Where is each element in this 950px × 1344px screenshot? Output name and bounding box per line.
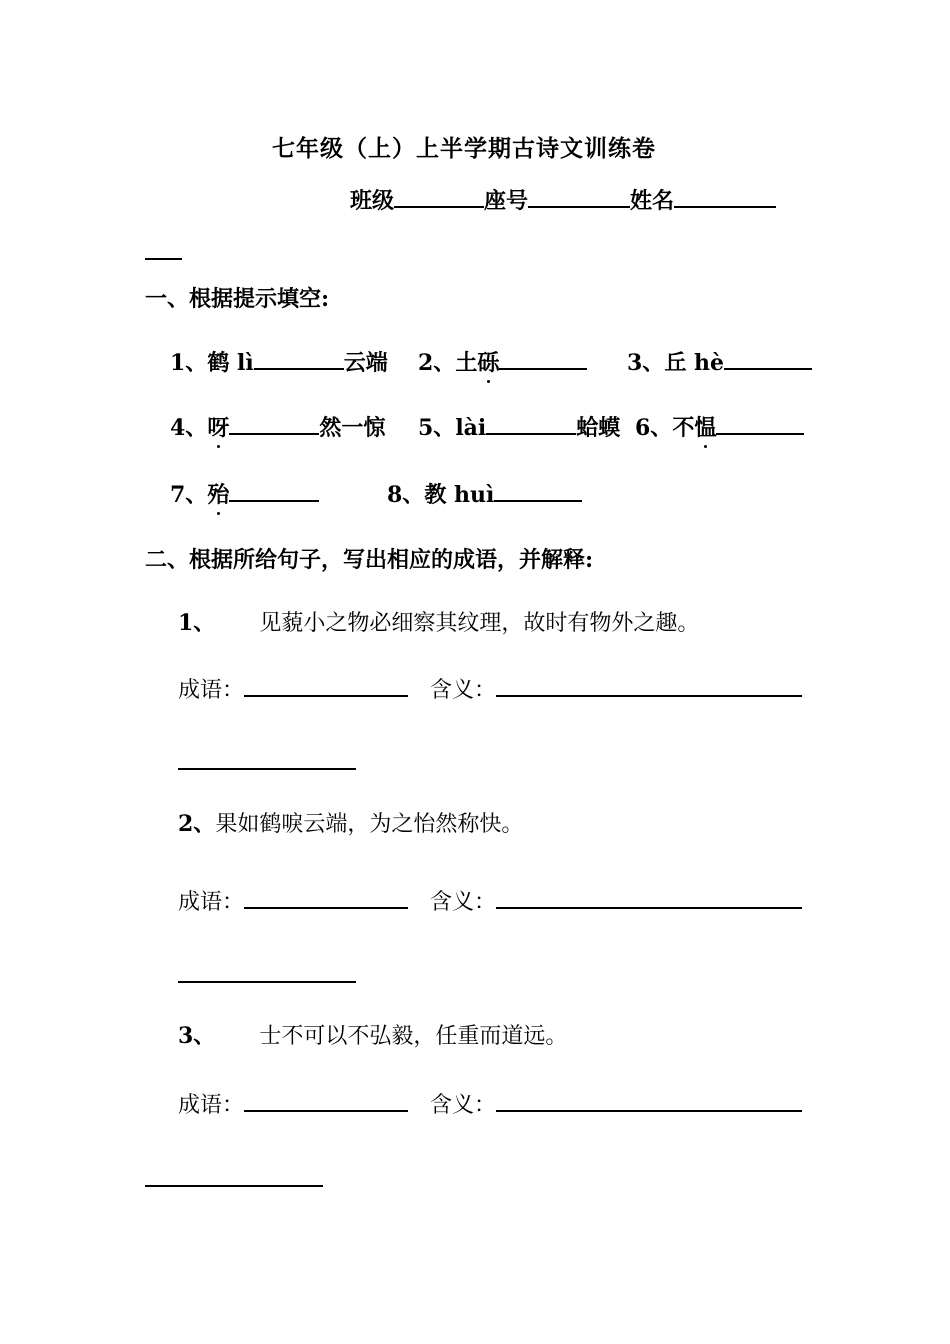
answer-row-3	[178, 1090, 802, 1117]
answer-blank[interactable]	[716, 413, 804, 435]
fill-item-5: 5、lài 蛤蟆	[418, 415, 621, 441]
answer-blank[interactable]	[229, 413, 319, 435]
question-2	[178, 813, 523, 836]
chengyu-field[interactable]	[244, 1090, 408, 1112]
emphasis-dot-char: 愠	[694, 415, 717, 441]
fill-item-4: 4、呀 然一惊	[170, 415, 386, 441]
hanyi-field[interactable]	[496, 887, 802, 909]
fill-item-2: 2、土砾	[418, 348, 587, 374]
emphasis-dot-char: 呀	[207, 415, 230, 441]
hanyi-label: 含义：	[430, 1093, 497, 1118]
fill-item-8: 8、教 huì	[387, 480, 582, 506]
section2-heading: 二、根据所给句子，写出相应的成语，并解释:	[145, 547, 594, 573]
seat-label: 座号	[484, 188, 529, 214]
hanyi-continuation-line[interactable]	[178, 981, 356, 983]
hanyi-label: 含义：	[430, 890, 497, 915]
answer-blank[interactable]	[494, 480, 582, 502]
answer-row-1	[178, 675, 802, 702]
question-3	[178, 1025, 567, 1048]
class-field[interactable]	[394, 186, 484, 208]
chengyu-label: 成语：	[178, 678, 245, 703]
chengyu-field[interactable]	[244, 675, 408, 697]
emphasis-dot-char: 殆	[207, 482, 230, 508]
chengyu-label: 成语：	[178, 1093, 245, 1118]
answer-blank[interactable]	[486, 413, 576, 435]
answer-row-2	[178, 887, 802, 914]
name-field[interactable]	[674, 186, 776, 208]
fill-item-6: 6、不愠	[635, 413, 804, 439]
name-label: 姓名	[630, 188, 675, 214]
question-1	[178, 612, 699, 635]
class-label: 班级	[350, 188, 395, 214]
page-title: 七年级（上）上半学期古诗文训练卷	[272, 135, 656, 162]
hanyi-field[interactable]	[496, 1090, 802, 1112]
hanyi-field[interactable]	[496, 675, 802, 697]
emphasis-dot-char: 砾	[477, 350, 500, 376]
question-number: 3、	[178, 1023, 216, 1049]
fill-item-3: 3、丘 hè	[627, 348, 812, 374]
question-sentence: 见藐小之物必细察其纹理，故时有物外之趣。	[259, 611, 700, 636]
hanyi-continuation-line[interactable]	[178, 768, 356, 770]
question-sentence: 果如鹤唳云端，为之怡然称快。	[215, 812, 524, 837]
student-info-row	[350, 186, 776, 212]
answer-blank[interactable]	[229, 480, 319, 502]
question-sentence: 士不可以不弘毅，任重而道远。	[259, 1024, 568, 1049]
hanyi-continuation-line[interactable]	[145, 1185, 323, 1187]
hanyi-label: 含义：	[430, 678, 497, 703]
section1-heading: 一、根据提示填空:	[145, 286, 330, 312]
fill-item-1: 1、鹤 lì 云端	[170, 350, 388, 376]
seat-field[interactable]	[528, 186, 630, 208]
chengyu-label: 成语：	[178, 890, 245, 915]
chengyu-field[interactable]	[244, 887, 408, 909]
fill-item-7: 7、殆	[170, 480, 319, 506]
answer-blank[interactable]	[254, 348, 344, 370]
question-number: 2、	[178, 811, 216, 837]
answer-blank[interactable]	[724, 348, 812, 370]
name-field-overflow-line	[145, 258, 182, 260]
answer-blank[interactable]	[499, 348, 587, 370]
question-number: 1、	[178, 610, 216, 636]
